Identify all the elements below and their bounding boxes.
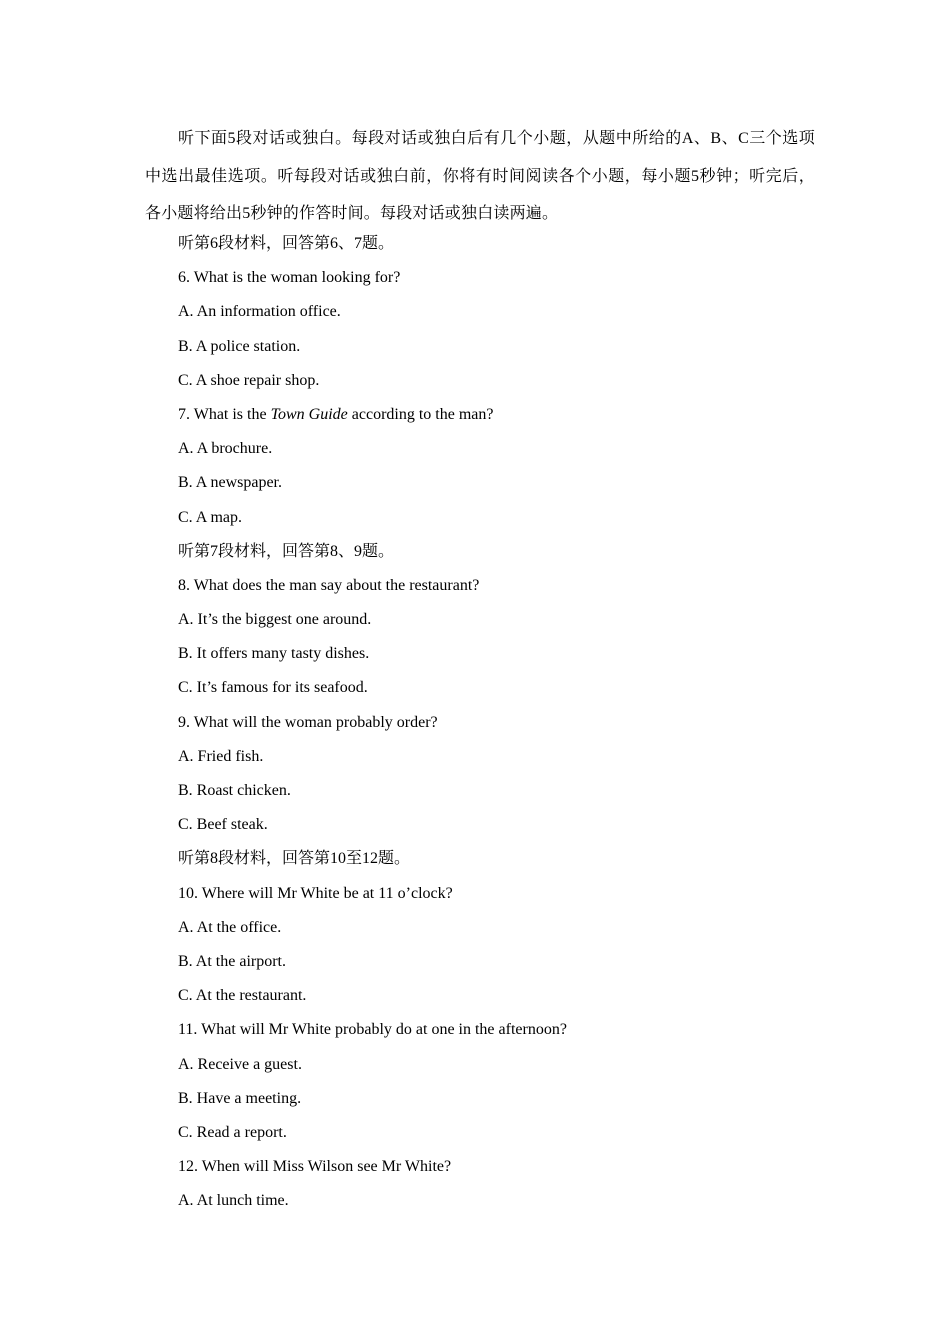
section-header: 听第7段材料，回答第8、9题。 — [178, 542, 395, 560]
answer-option: B. A police station. — [178, 337, 301, 355]
answer-option: A. Receive a guest. — [178, 1055, 302, 1073]
answer-option: A. A brochure. — [178, 440, 273, 458]
answer-option: A. At the office. — [178, 918, 282, 936]
question-text: 9. What will the woman probably order? — [178, 713, 438, 731]
question-text: 11. What will Mr White probably do at one in the afternoon? — [178, 1021, 567, 1039]
answer-option: C. A map. — [178, 508, 243, 526]
answer-option: B. A newspaper. — [178, 474, 282, 492]
answer-option: A. An information office. — [178, 303, 341, 321]
answer-option: C. A shoe repair shop. — [178, 371, 320, 389]
answer-option: C. At the restaurant. — [178, 987, 307, 1005]
answer-option: A. It’s the biggest one around. — [178, 611, 372, 629]
section-header: 听第6段材料，回答第6、7题。 — [178, 235, 395, 252]
question-text: 6. What is the woman looking for? — [178, 269, 401, 287]
question-text-post: according to the man? — [347, 405, 494, 423]
answer-option: A. At lunch time. — [178, 1192, 289, 1210]
question-text: 8. What does the man say about the restaurant? — [178, 576, 480, 594]
answer-option: A. Fried fish. — [178, 747, 264, 765]
question-text: 12. When will Miss Wilson see Mr White? — [178, 1158, 452, 1176]
listening-instructions: 听下面5段对话或独白。每段对话或独白后有几个小题，从题中所给的A、B、C三个选项中选出最佳选项。听每段对话或独白前，你将有时间阅读各个小题，每小题5秒钟；听完后，各小题将给出5秒钟的作答时间。每段对话或独白读两遍。 — [145, 130, 815, 222]
answer-option: B. It offers many tasty dishes. — [178, 645, 370, 663]
question-text-italic: Town Guide — [270, 405, 348, 423]
question-text: 10. Where will Mr White be at 11 o’clock? — [178, 884, 453, 902]
question-list — [178, 227, 818, 1218]
section-header: 听第8段材料，回答第10至12题。 — [178, 850, 411, 868]
answer-option: B. Roast chicken. — [178, 782, 291, 799]
answer-option: B. Have a meeting. — [178, 1089, 302, 1107]
question-text — [178, 398, 818, 432]
answer-option: C. Read a report. — [178, 1123, 287, 1141]
answer-option: C. Beef steak. — [178, 816, 268, 834]
question-text-pre: 7. What is the — [178, 405, 271, 423]
answer-option: C. It’s famous for its seafood. — [178, 679, 368, 697]
answer-option: B. At the airport. — [178, 952, 286, 970]
